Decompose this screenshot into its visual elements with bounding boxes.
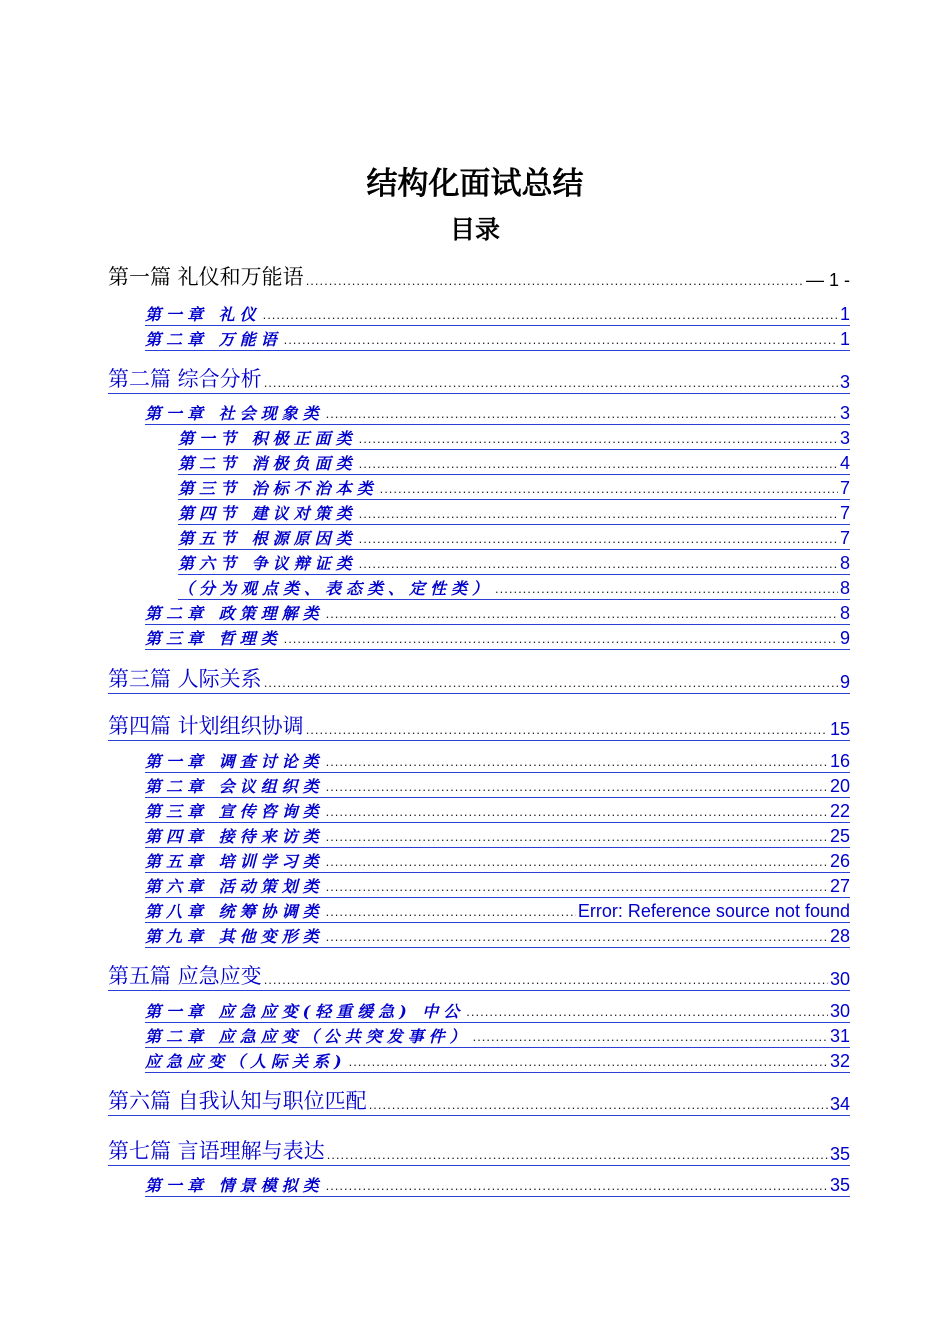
- toc-entry-page-number: 25: [829, 826, 850, 846]
- toc-entry-page-number: 15: [829, 719, 850, 739]
- toc-entry-title: 应急应变（人际关系): [145, 1052, 347, 1071]
- toc-entry-title: 第二章 会议组织类: [145, 777, 324, 796]
- toc-entry-level2[interactable]: [145, 750, 850, 773]
- toc-dot-leader: [326, 904, 576, 919]
- toc-entry-page-number: 32: [829, 1051, 850, 1071]
- toc-entry-level1[interactable]: [108, 1137, 850, 1166]
- toc-dot-leader: [359, 556, 838, 571]
- toc-dot-leader: [380, 481, 838, 496]
- toc-entry-level1[interactable]: [108, 712, 850, 741]
- toc-entry-title: 第一节 积极正面类: [178, 429, 357, 448]
- toc-entry-page-number: 7: [839, 478, 850, 498]
- toc-dot-leader: [263, 307, 838, 322]
- toc-entry-level2[interactable]: [145, 402, 850, 425]
- toc-dot-leader: [327, 1147, 828, 1162]
- toc-entry-level1[interactable]: [108, 665, 850, 694]
- toc-entry-level2[interactable]: [145, 1174, 850, 1197]
- toc-entry-page-number: 22: [829, 801, 850, 821]
- toc-heading: 目录: [449, 215, 500, 244]
- toc-entry-page-number: 8: [839, 603, 850, 623]
- toc-entry-title: 第三篇 人际关系: [108, 667, 262, 691]
- toc-entry-title: 第六章 活动策划类: [145, 877, 324, 896]
- toc-entry-title: 第四节 建议对策类: [178, 504, 357, 523]
- toc-entry-level3[interactable]: [178, 527, 850, 550]
- toc-entry-page-number: 1: [839, 304, 850, 324]
- toc-dot-leader: [326, 779, 828, 794]
- toc-entry-title: 第二章 万能语: [145, 330, 282, 349]
- toc-dot-leader: [326, 929, 828, 944]
- toc-entry-title: 第二节 消极负面类: [178, 454, 357, 473]
- toc-entry-page-number: 3: [839, 428, 850, 448]
- toc-dot-leader: [473, 1029, 828, 1044]
- toc-dot-leader: [349, 1054, 828, 1069]
- toc-entry-title: 第三节 治标不治本类: [178, 479, 378, 498]
- toc-dot-leader: [326, 804, 828, 819]
- toc-entry-title: 第六节 争议辩证类: [178, 554, 357, 573]
- toc-entry-page-number: 35: [829, 1144, 850, 1164]
- toc-entry-level2[interactable]: [145, 775, 850, 798]
- toc-entry-page-number: 30: [829, 1001, 850, 1021]
- toc-entry-level3[interactable]: [178, 427, 850, 450]
- toc-entry-title: 第二章 政策理解类: [145, 604, 324, 623]
- toc-entry-title: 第二章 应急应变（公共突发事件）: [145, 1027, 471, 1046]
- toc-dot-leader: [326, 1178, 828, 1193]
- toc-entry-level2[interactable]: [145, 850, 850, 873]
- toc-dot-leader: [284, 631, 838, 646]
- toc-dot-leader: [264, 375, 838, 390]
- toc-entry-page-number: 7: [839, 503, 850, 523]
- toc-dot-leader: [466, 1004, 828, 1019]
- toc-entry-page-number: 3: [839, 403, 850, 423]
- toc-dot-leader: [326, 854, 828, 869]
- toc-entry-page-number: 31: [829, 1026, 850, 1046]
- toc-entry-level1[interactable]: [108, 962, 850, 991]
- toc-entry-level2[interactable]: [145, 1000, 850, 1023]
- toc-entry-level3[interactable]: [178, 577, 850, 600]
- toc-entry-page-number: — 1 -: [805, 270, 850, 290]
- toc-entry-title: 第一章 社会现象类: [145, 404, 324, 423]
- toc-entry-level2[interactable]: [145, 328, 850, 351]
- toc-entry-title: 第二篇 综合分析: [108, 367, 262, 391]
- toc-entry-title: 第五章 培训学习类: [145, 852, 324, 871]
- toc-dot-leader: [359, 531, 838, 546]
- toc-entry-level2[interactable]: [145, 1025, 850, 1048]
- toc-entry-page-number: 3: [839, 372, 850, 392]
- toc-dot-leader: [359, 431, 838, 446]
- toc-entry-title: 第六篇 自我认知与职位匹配: [108, 1089, 367, 1113]
- toc-entry-level2[interactable]: [145, 800, 850, 823]
- toc-entry-level2[interactable]: [145, 1050, 850, 1073]
- toc-entry-page-number: 28: [829, 926, 850, 946]
- toc-entry-level1: [108, 263, 850, 291]
- toc-entry-level3[interactable]: [178, 452, 850, 475]
- toc-entry-level2[interactable]: [145, 602, 850, 625]
- toc-dot-leader: [326, 829, 828, 844]
- toc-dot-leader: [264, 675, 838, 690]
- toc-dot-leader: [359, 456, 838, 471]
- toc-entry-level3[interactable]: [178, 477, 850, 500]
- toc-entry-title: 第一章 礼仪: [145, 305, 261, 324]
- toc-entry-page-number: Error: Reference source not found: [577, 901, 850, 921]
- toc-entry-level1[interactable]: [108, 1087, 850, 1116]
- toc-dot-leader: [306, 722, 828, 737]
- toc-entry-page-number: 27: [829, 876, 850, 896]
- toc-entry-title: 第一篇 礼仪和万能语: [108, 265, 304, 289]
- toc-entry-page-number: 16: [829, 751, 850, 771]
- toc-entry-level1[interactable]: [108, 365, 850, 394]
- toc-entry-title: 第四篇 计划组织协调: [108, 714, 304, 738]
- toc-entry-title: 第九章 其他变形类: [145, 927, 324, 946]
- toc-entry-title: 第三章 哲理类: [145, 629, 282, 648]
- toc-entry-level3[interactable]: [178, 552, 850, 575]
- toc-entry-title: 第一章 情景模拟类: [145, 1176, 324, 1195]
- toc-entry-title: 第七篇 言语理解与表达: [108, 1139, 325, 1163]
- toc-dot-leader: [359, 506, 838, 521]
- toc-entry-title: 第四章 接待来访类: [145, 827, 324, 846]
- toc-entry-page-number: 1: [839, 329, 850, 349]
- toc-dot-leader: [369, 1097, 828, 1112]
- toc-dot-leader: [326, 754, 828, 769]
- toc-entry-page-number: 8: [839, 553, 850, 573]
- toc-entry-page-number: 7: [839, 528, 850, 548]
- toc-entry-page-number: 9: [839, 672, 850, 692]
- toc-entry-page-number: 30: [829, 969, 850, 989]
- toc-entry-page-number: 26: [829, 851, 850, 871]
- toc-dot-leader: [326, 406, 838, 421]
- toc-entry-page-number: 4: [839, 453, 850, 473]
- toc-entry-page-number: 35: [829, 1175, 850, 1195]
- toc-dot-leader: [326, 879, 828, 894]
- toc-entry-title: 第五篇 应急应变: [108, 964, 262, 988]
- toc-entry-page-number: 34: [829, 1094, 850, 1114]
- toc-entry-level2[interactable]: [145, 825, 850, 848]
- toc-entry-title: 第八章 统筹协调类: [145, 902, 324, 921]
- toc-dot-leader: [284, 332, 838, 347]
- toc-entry-title: 第一章 调查讨论类: [145, 752, 324, 771]
- toc-dot-leader: [326, 606, 838, 621]
- toc-entry-level2[interactable]: [145, 303, 850, 326]
- toc-entry-title: 第五节 根源原因类: [178, 529, 357, 548]
- toc-entry-page-number: 9: [839, 628, 850, 648]
- toc-entry-title: 第三章 宣传咨询类: [145, 802, 324, 821]
- toc-entry-page-number: 20: [829, 776, 850, 796]
- toc-entry-page-number: 8: [839, 578, 850, 598]
- toc-dot-leader: [306, 273, 804, 288]
- toc-entry-title: 第一章 应急应变(轻重缓急) 中公: [145, 1002, 465, 1021]
- toc-entry-level2[interactable]: [145, 925, 850, 948]
- toc-entry-level2[interactable]: [145, 875, 850, 898]
- toc-entry-level2[interactable]: [145, 900, 850, 923]
- toc-entry-title: （分为观点类、表态类、定性类）: [178, 579, 494, 598]
- toc-dot-leader: [264, 972, 828, 987]
- toc-dot-leader: [495, 581, 838, 596]
- toc-entry-level2[interactable]: [145, 627, 850, 650]
- toc-entry-level3[interactable]: [178, 502, 850, 525]
- document-title: 结构化面试总结: [366, 166, 584, 202]
